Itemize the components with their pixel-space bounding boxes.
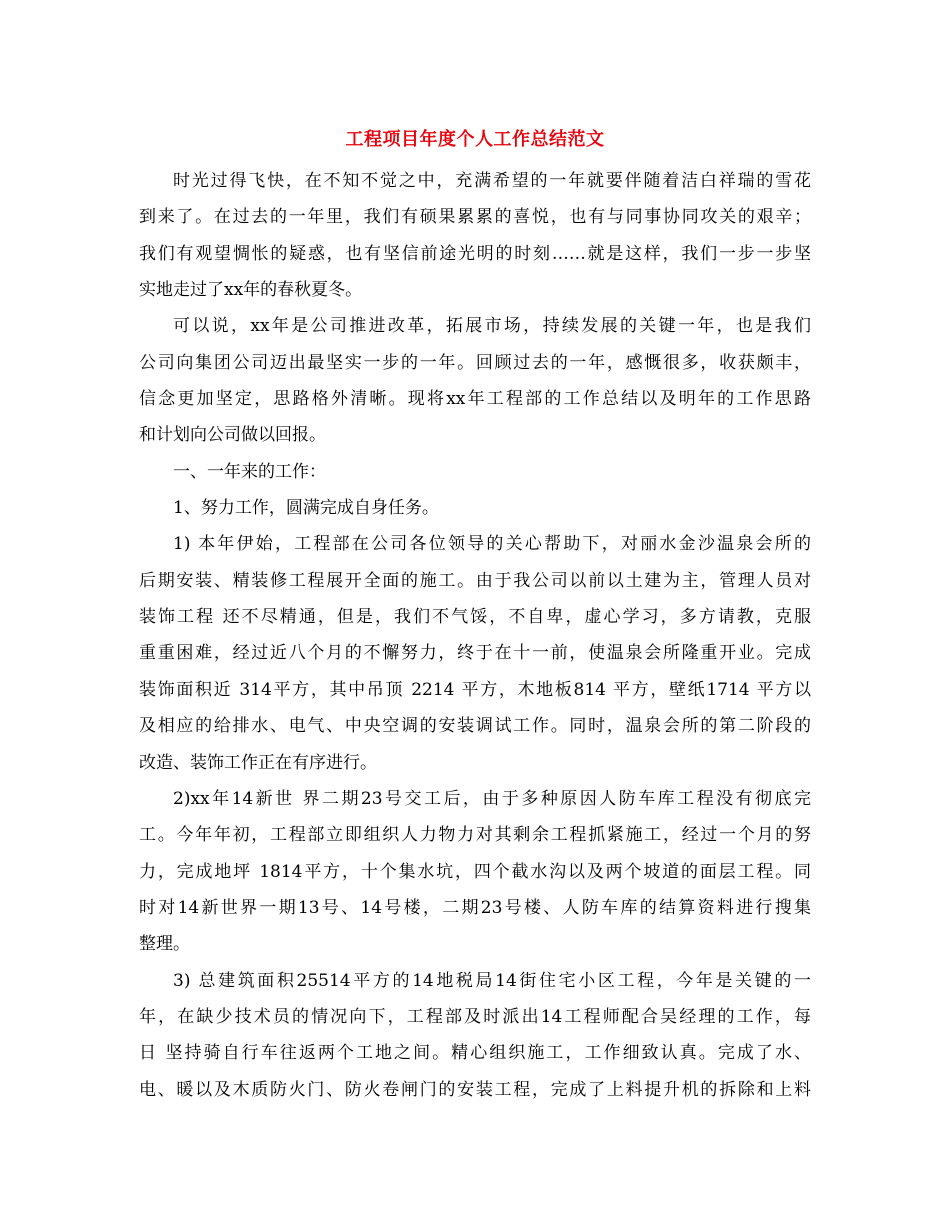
text-line: 工。今年年初，工程部立即组织人力物力对其剩余工程抓紧施工，经过一个月的努: [139, 825, 811, 846]
text-line: 到来了。在过去的一年里，我们有硕果累累的喜悦，也有与同事协同攻关的艰辛；: [139, 207, 811, 228]
text-line: 整理。: [139, 934, 190, 955]
text-line: 日 坚持骑自行车往返两个工地之间。精心组织施工，工作细致认真。完成了水、: [139, 1043, 811, 1064]
text-line: 3) 总建筑面积25514平方的14地税局14街住宅小区工程，今年是关键的一: [173, 970, 811, 991]
text-line: 1、努力工作，圆满完成自身任务。: [173, 498, 439, 519]
text-line: 电、暖以及木质防火门、防火卷闸门的安装工程，完成了上料提升机的拆除和上料: [139, 1079, 811, 1100]
text-line: 2)xx年14新世 界二期23号交工后，由于多种原因人防车库工程没有彻底完: [173, 788, 811, 809]
document-title: 工程项目年度个人工作总结范文: [345, 129, 605, 150]
text-line: 我们有观望惆怅的疑惑，也有坚信前途光明的时刻……就是这样，我们一步一步坚: [139, 243, 811, 264]
text-line: 公司向集团公司迈出最坚实一步的一年。回顾过去的一年，感慨很多，收获颇丰，: [139, 352, 811, 373]
text-line: 年，在缺少技术员的情况向下，工程部及时派出14工程师配合吴经理的工作，每: [139, 1006, 811, 1027]
text-line: 后期安装、精装修工程展开全面的施工。由于我公司以前以土建为主，管理人员对: [139, 570, 811, 591]
text-line: 实地走过了xx年的春秋夏冬。: [139, 280, 363, 301]
text-line: 可以说，xx年是公司推进改革，拓展市场，持续发展的关键一年，也是我们: [173, 316, 811, 337]
text-line: 时光过得飞快，在不知不觉之中，充满希望的一年就要伴随着洁白祥瑞的雪花: [173, 171, 811, 191]
text-line: 时对14新世界一期13号、14号楼，二期23号楼、人防车库的结算资料进行搜集: [139, 897, 811, 918]
text-line: 力，完成地坪 1814平方，十个集水坑，四个截水沟以及两个坡道的面层工程。同: [139, 861, 811, 882]
text-line: 改造、装饰工作正在有序进行。: [139, 752, 377, 773]
text-line: 及相应的给排水、电气、中央空调的安装调试工作。同时，温泉会所的第二阶段的: [139, 716, 811, 737]
document-body: [139, 163, 811, 1108]
text-line: 重重困难，经过近八个月的不懈努力，终于在十一前，使温泉会所隆重开业。完成: [139, 643, 811, 664]
text-line: 一、一年来的工作：: [173, 461, 326, 482]
text-line: 信念更加坚定，思路格外清晰。现将xx年工程部的工作总结以及明年的工作思路: [139, 389, 811, 410]
text-line: 1) 本年伊始，工程部在公司各位领导的关心帮助下，对丽水金沙温泉会所的: [173, 534, 811, 555]
text-line: 和计划向公司做以回报。: [139, 425, 326, 446]
text-line: 装饰工程 还不尽精通，但是，我们不气馁，不自卑，虚心学习，多方请教，克服: [139, 607, 811, 628]
text-line: 装饰面积近 314平方，其中吊顶 2214 平方，木地板814 平方，壁纸1714 平方以: [139, 679, 811, 700]
